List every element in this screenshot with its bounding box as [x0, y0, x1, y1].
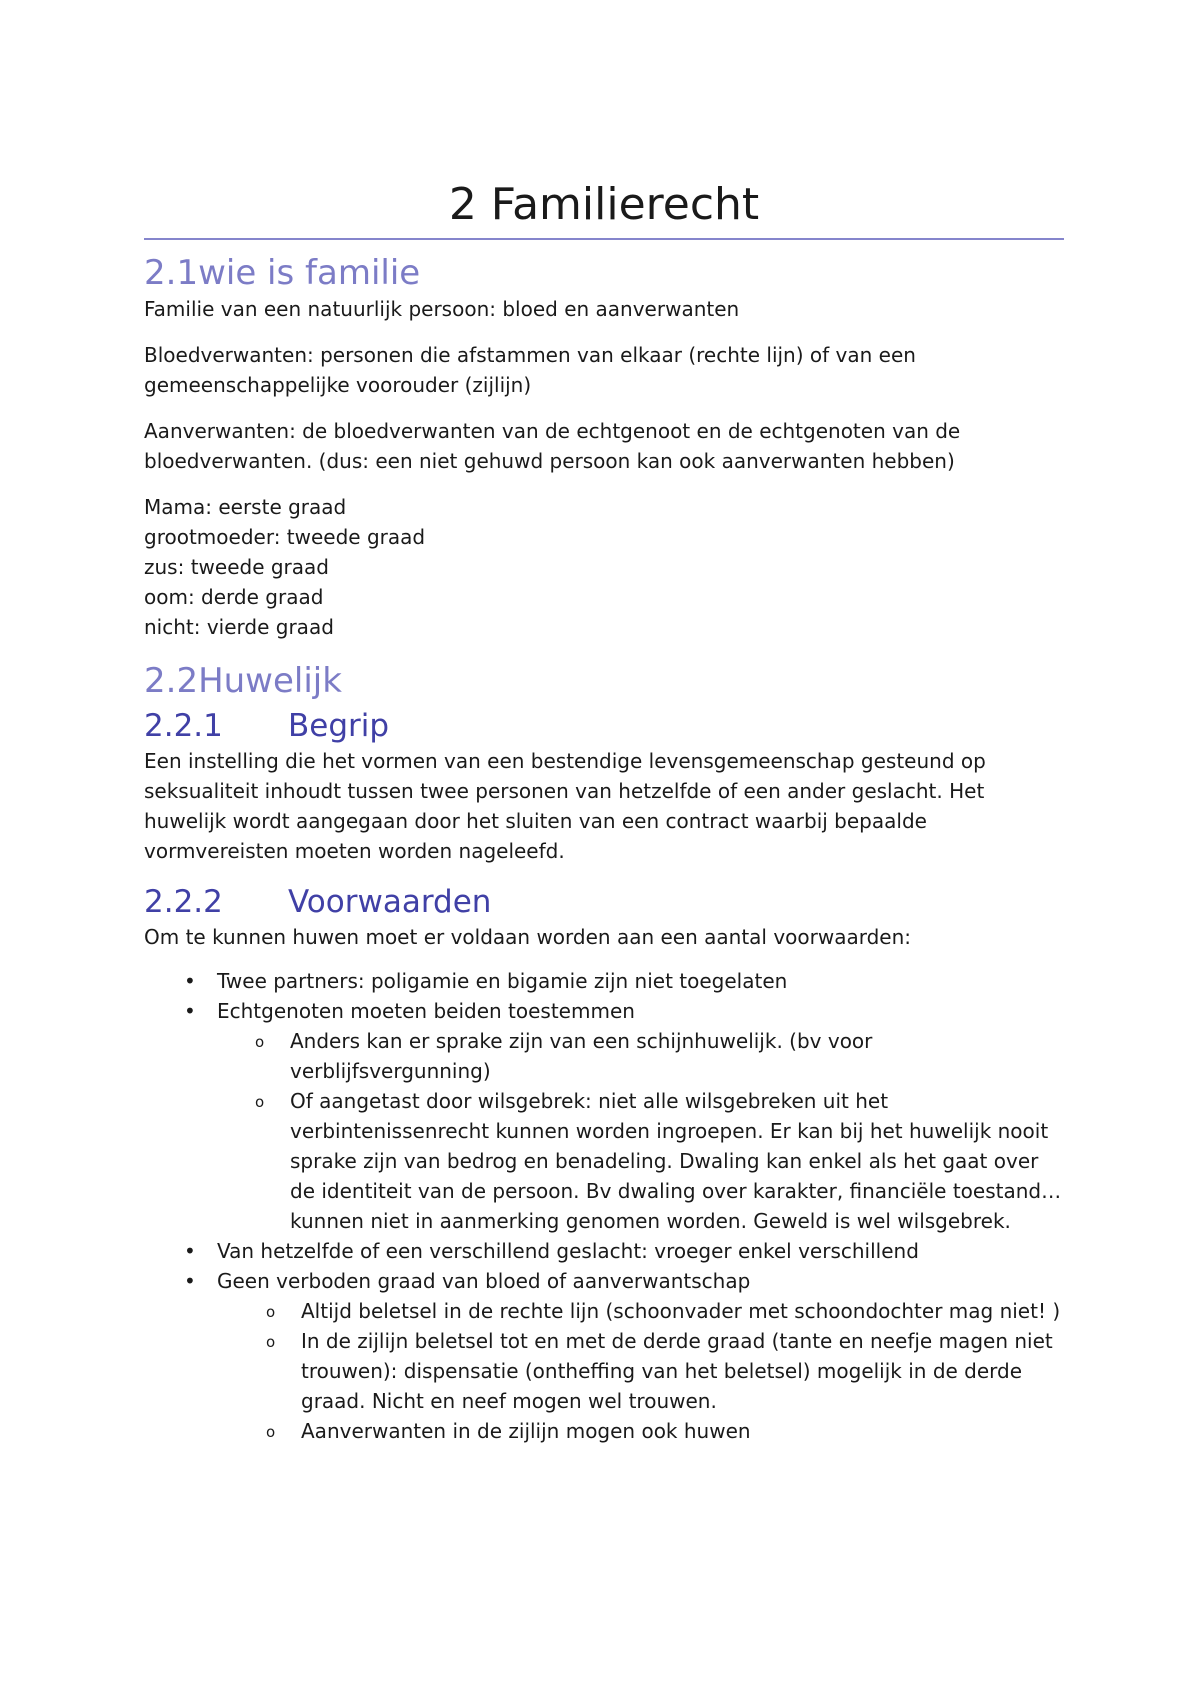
bullet-icon: •	[184, 969, 196, 993]
paragraph-familie-intro: Familie van een natuurlijk persoon: bloed en aanverwanten	[144, 297, 740, 321]
subsection-number: 2.2.1	[144, 708, 223, 744]
list-item-text: Van hetzelfde of een verschillend geslacht: vroeger enkel verschillend	[217, 1239, 919, 1263]
sub-list	[217, 1296, 1064, 1446]
sub-list-item-text: Aanverwanten in de zijlijn mogen ook huwen	[301, 1419, 751, 1443]
degree-line: grootmoeder: tweede graad	[144, 525, 426, 549]
sub-list-item-text: Anders kan er sprake zijn van een schijnhuwelijk. (bv voor verblijfsvergunning)	[290, 1029, 873, 1083]
subsection-heading-begrip	[144, 706, 1064, 746]
sub-list-item	[229, 1326, 1064, 1416]
sub-list-item-text: In de zijlijn beletsel tot en met de derde graad (tante en neefje magen niet trouwen): dispensatie (ontheffing van het beletsel) mogelijk in de derde graad. Nicht en neef mogen wel trouwen.	[301, 1329, 1053, 1413]
degree-line: zus: tweede graad	[144, 555, 329, 579]
circle-bullet-icon: o	[266, 1333, 276, 1351]
list-item	[144, 1266, 1064, 1446]
list-item-text: Geen verboden graad van bloed of aanverwantschap	[217, 1269, 751, 1293]
list-item-text: Echtgenoten moeten beiden toestemmen	[217, 999, 635, 1023]
bullet-icon: •	[184, 1239, 196, 1263]
sub-list-item	[218, 1026, 1064, 1086]
paragraph-begrip: Een instelling die het vormen van een bestendige levensgemeenschap gesteund op seksualiteit inhoudt tussen twee personen van hetzelfde of een ander geslacht. Het huwelijk wordt aangegaan door het sluiten van een contract waarbij bepaalde vormvereisten moeten worden nageleefd.	[144, 749, 986, 863]
bullet-icon: •	[184, 999, 196, 1023]
circle-bullet-icon: o	[255, 1093, 265, 1111]
circle-bullet-icon: o	[266, 1303, 276, 1321]
section-heading-huwelijk: 2.2Huwelijk	[144, 661, 342, 701]
subsection-title: Voorwaarden	[288, 884, 492, 920]
bullet-icon: •	[184, 1269, 196, 1293]
degree-list	[144, 492, 1064, 642]
sub-list-item	[218, 1086, 1064, 1236]
section-heading-wie-is-familie: 2.1wie is familie	[144, 253, 421, 293]
list-item	[144, 996, 1064, 1236]
subsection-number: 2.2.2	[144, 884, 223, 920]
paragraph-voorwaarden-intro: Om te kunnen huwen moet er voldaan worden aan een aantal voorwaarden:	[144, 925, 912, 949]
list-item	[144, 966, 1064, 996]
chapter-title: 2 Familierecht	[144, 176, 1064, 240]
paragraph-bloedverwanten: Bloedverwanten: personen die afstammen van elkaar (rechte lijn) of van een gemeenschappelijke voorouder (zijlijn)	[144, 343, 916, 397]
document-page	[144, 176, 1064, 1446]
circle-bullet-icon: o	[255, 1033, 265, 1051]
voorwaarden-list	[144, 966, 1064, 1446]
sub-list-item-text: Of aangetast door wilsgebrek: niet alle wilsgebreken uit het verbintenissenrecht kunnen worden ingroepen. Er kan bij het huwelijk nooit sprake zijn van bedrog en benadeling. Dwaling kan enkel als het gaat over de identiteit van de persoon. Bv dwaling over karakter, financiële toestand… kunnen niet in aanmerking genomen worden. Geweld is wel wilsgebrek.	[290, 1089, 1062, 1233]
sub-list-item	[229, 1296, 1064, 1326]
degree-line: oom: derde graad	[144, 585, 324, 609]
list-item	[144, 1236, 1064, 1266]
sub-list	[217, 1026, 1064, 1236]
subsection-heading-voorwaarden	[144, 882, 1064, 922]
degree-line: nicht: vierde graad	[144, 615, 334, 639]
list-item-text: Twee partners: poligamie en bigamie zijn niet toegelaten	[217, 969, 788, 993]
paragraph-aanverwanten: Aanverwanten: de bloedverwanten van de echtgenoot en de echtgenoten van de bloedverwanten. (dus: een niet gehuwd persoon kan ook aanverwanten hebben)	[144, 419, 961, 473]
sub-list-item-text: Altijd beletsel in de rechte lijn (schoonvader met schoondochter mag niet! )	[301, 1299, 1061, 1323]
circle-bullet-icon: o	[266, 1423, 276, 1441]
degree-line: Mama: eerste graad	[144, 495, 347, 519]
sub-list-item	[229, 1416, 1064, 1446]
subsection-title: Begrip	[288, 708, 390, 744]
